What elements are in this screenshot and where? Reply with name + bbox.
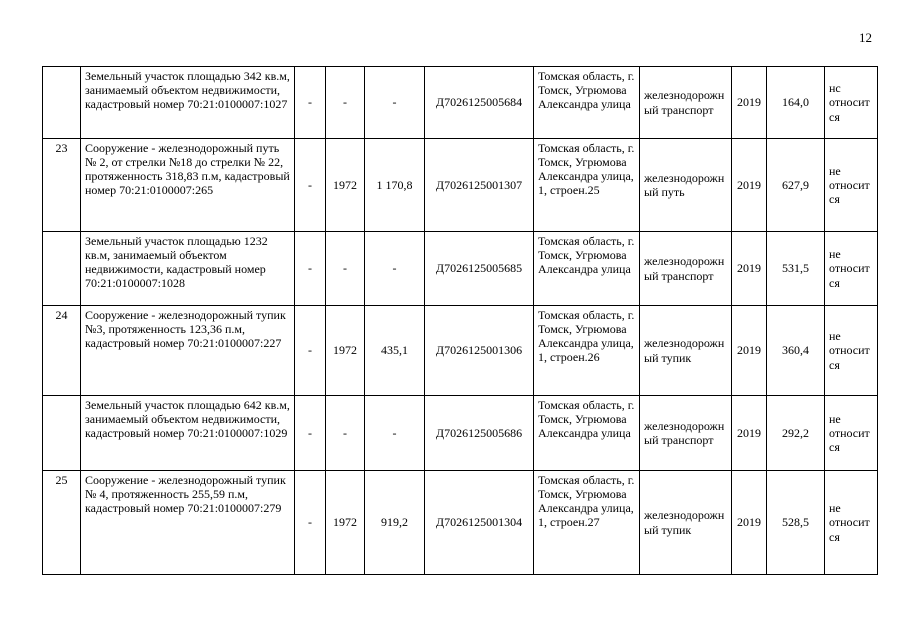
cell-dash: -: [295, 67, 326, 139]
cell-dash: -: [295, 139, 326, 232]
cell-year: 2019: [732, 232, 767, 306]
cell-year: 2019: [732, 396, 767, 471]
cell-description: Земельный участок площадью 642 кв.м, занимаемый объектом недвижимости, кадастровый номер 70:21:0100007:1029: [81, 396, 295, 471]
cell-year: 2019: [732, 471, 767, 575]
cell-object-type: железнодорожный тупик: [640, 306, 732, 396]
cell-address: Томская область, г. Томск, Угрюмова Александра улица: [534, 67, 640, 139]
table-row: [43, 232, 878, 306]
cell-description: Сооружение - железнодорожный путь № 2, от стрелки №18 до стрелки № 22, протяженность 318,83 п.м, кадастровый номер 70:21:0100007:265: [81, 139, 295, 232]
cell-length: 1 170,8: [365, 139, 425, 232]
cell-object-type: железнодорожный транспорт: [640, 232, 732, 306]
cell-row-number: [43, 67, 81, 139]
table-row: [43, 396, 878, 471]
page-number: 12: [859, 30, 872, 45]
cell-dash: -: [295, 396, 326, 471]
cell-doc-number: Д7026125001307: [425, 139, 534, 232]
cell-build-year: -: [326, 232, 365, 306]
cell-row-number: 24: [43, 306, 81, 396]
cell-address: Томская область, г. Томск, Угрюмова Александра улица, 1, строен.25: [534, 139, 640, 232]
table-row: [43, 67, 878, 139]
cell-object-type: железнодорожный путь: [640, 139, 732, 232]
cell-description: Сооружение - железнодорожный тупик №3, протяженность 123,36 п.м, кадастровый номер 70:21:0100007:227: [81, 306, 295, 396]
cell-length: -: [365, 67, 425, 139]
cell-doc-number: Д7026125005686: [425, 396, 534, 471]
cell-relation: не относится: [825, 232, 878, 306]
table-row: [43, 471, 878, 575]
cell-year: 2019: [732, 139, 767, 232]
cell-row-number: [43, 396, 81, 471]
cell-value: 528,5: [767, 471, 825, 575]
cell-year: 2019: [732, 306, 767, 396]
cell-length: -: [365, 396, 425, 471]
cell-relation: не относится: [825, 306, 878, 396]
cell-relation: не относится: [825, 396, 878, 471]
cell-year: 2019: [732, 67, 767, 139]
table-row: [43, 306, 878, 396]
cell-description: Земельный участок площадью 1232 кв.м, занимаемый объектом недвижимости, кадастровый номер 70:21:0100007:1028: [81, 232, 295, 306]
property-table: [42, 66, 878, 575]
cell-object-type: железнодорожный транспорт: [640, 396, 732, 471]
cell-relation: не относится: [825, 139, 878, 232]
cell-row-number: 23: [43, 139, 81, 232]
cell-description: Земельный участок площадью 342 кв.м, занимаемый объектом недвижимости, кадастровый номер 70:21:0100007:1027: [81, 67, 295, 139]
cell-dash: -: [295, 471, 326, 575]
cell-value: 164,0: [767, 67, 825, 139]
cell-doc-number: Д7026125005684: [425, 67, 534, 139]
cell-relation: не относится: [825, 471, 878, 575]
cell-length: 435,1: [365, 306, 425, 396]
cell-value: 292,2: [767, 396, 825, 471]
cell-value: 627,9: [767, 139, 825, 232]
property-table-wrapper: [42, 66, 878, 575]
cell-doc-number: Д7026125005685: [425, 232, 534, 306]
cell-dash: -: [295, 232, 326, 306]
cell-build-year: 1972: [326, 306, 365, 396]
cell-length: -: [365, 232, 425, 306]
cell-doc-number: Д7026125001304: [425, 471, 534, 575]
cell-row-number: 25: [43, 471, 81, 575]
cell-address: Томская область, г. Томск, Угрюмова Александра улица, 1, строен.27: [534, 471, 640, 575]
cell-value: 531,5: [767, 232, 825, 306]
cell-build-year: -: [326, 67, 365, 139]
cell-address: Томская область, г. Томск, Угрюмова Александра улица: [534, 396, 640, 471]
cell-build-year: -: [326, 396, 365, 471]
cell-dash: -: [295, 306, 326, 396]
cell-address: Томская область, г. Томск, Угрюмова Александра улица, 1, строен.26: [534, 306, 640, 396]
cell-description: Сооружение - железнодорожный тупик № 4, протяженность 255,59 п.м, кадастровый номер 70:21:0100007:279: [81, 471, 295, 575]
table-row: [43, 139, 878, 232]
cell-object-type: железнодорожный транспорт: [640, 67, 732, 139]
cell-build-year: 1972: [326, 139, 365, 232]
cell-build-year: 1972: [326, 471, 365, 575]
cell-doc-number: Д7026125001306: [425, 306, 534, 396]
cell-relation: нс относится: [825, 67, 878, 139]
cell-value: 360,4: [767, 306, 825, 396]
cell-length: 919,2: [365, 471, 425, 575]
cell-row-number: [43, 232, 81, 306]
cell-object-type: железнодорожный тупик: [640, 471, 732, 575]
cell-address: Томская область, г. Томск, Угрюмова Александра улица: [534, 232, 640, 306]
